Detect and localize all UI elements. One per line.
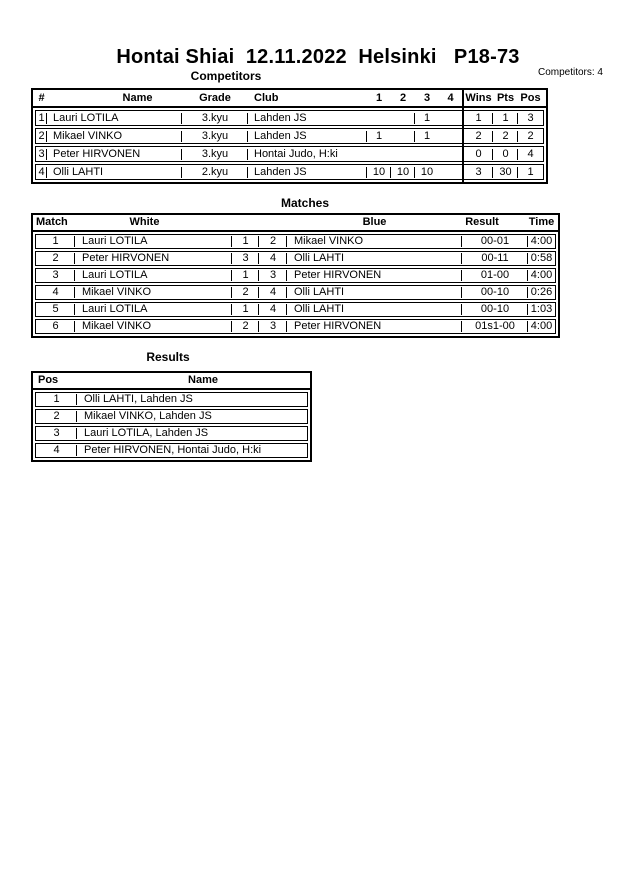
competitor-row [35,128,544,144]
competitor-number: 4 [38,166,45,178]
col-match-header: Match [36,217,68,228]
match-row [35,319,556,334]
competitor-name: Peter HIRVONEN [47,149,182,160]
result-row [35,443,308,458]
match-number: 2 [52,253,59,264]
competitor-wins: 3 [462,167,493,178]
blue-competitor-number: 3 [259,321,287,332]
white-competitor: Mikael VINKO [75,287,232,298]
matches-heading: Matches [280,196,330,210]
match-time: 4:00 [528,270,555,281]
match-time: 4:00 [528,236,555,247]
col-round4-header: 4 [447,92,454,104]
col-pos-header: Pos [520,92,541,104]
white-competitor: Lauri LOTILA [75,304,232,315]
blue-competitor-number: 4 [259,287,287,298]
competitor-row [35,146,544,162]
competitor-pts: 2 [493,131,518,142]
competitor-wins: 2 [462,131,493,142]
competitor-pts: 0 [493,149,518,160]
match-number: 6 [52,321,59,332]
match-row [35,268,556,283]
col-round3-header: 3 [423,92,431,104]
round-1-score: 1 [367,131,391,142]
blue-competitor-number: 4 [259,304,287,315]
match-number: 1 [52,236,59,247]
col-name-header: Name [122,92,153,104]
competitors-count: Competitors: 4 [537,67,603,78]
col-pos-header: Pos [38,375,59,386]
col-name-header: Name [188,375,218,386]
competitor-name: Lauri LOTILA [47,113,182,124]
competitor-club: Lahden JS [248,113,367,124]
round-3-score: 1 [415,113,439,124]
competitor-wins: 1 [462,113,493,124]
competitors-header-row [33,90,546,108]
match-result: 00-01 [462,236,528,247]
result-position: 3 [53,428,60,439]
blue-competitor: Peter HIRVONEN [287,321,462,332]
competitor-pos: 4 [518,149,543,160]
results-heading: Results [146,350,190,364]
col-number-header: # [38,92,45,104]
match-row [35,285,556,300]
competitors-table [31,88,548,184]
result-position: 2 [53,411,60,422]
competitor-club: Lahden JS [248,131,367,142]
competitor-pos: 3 [518,113,543,124]
round-2-score: 10 [391,167,415,178]
col-blue-header: Blue [362,217,387,228]
match-result: 00-10 [462,304,528,315]
white-competitor-number: 3 [232,253,259,264]
white-competitor: Lauri LOTILA [75,270,232,281]
col-time-header: Time [528,217,555,228]
blue-competitor: Olli LAHTI [287,287,462,298]
round-1-score: 10 [367,167,391,178]
blue-competitor: Peter HIRVONEN [287,270,462,281]
result-row [35,409,308,424]
competitor-grade: 3.kyu [182,131,248,142]
competitor-number: 1 [38,112,45,124]
blue-competitor: Olli LAHTI [287,253,462,264]
match-row [35,234,556,249]
results-table [31,371,312,462]
white-competitor-number: 1 [232,236,259,247]
round-3-score: 1 [415,131,439,142]
matches-body [33,232,558,336]
col-result-header: Result [465,217,499,228]
white-competitor-number: 2 [232,287,259,298]
competitor-grade: 2.kyu [182,167,248,178]
result-row [35,392,308,407]
competitor-grade: 3.kyu [182,113,248,124]
match-time: 1:03 [528,304,555,315]
competitors-heading: Competitors [190,69,262,83]
competitor-number: 2 [38,130,45,142]
result-position: 4 [53,445,60,456]
page-title: Hontai Shiai 12.11.2022 Helsinki P18-73 [116,46,520,68]
result-position: 1 [53,394,60,405]
result-name: Olli LAHTI, Lahden JS [77,394,307,405]
competitors-body [33,108,546,182]
col-round1-header: 1 [375,92,383,104]
col-white-header: White [129,217,160,228]
blue-competitor: Mikael VINKO [287,236,462,247]
competitor-number: 3 [38,148,45,160]
competitor-club: Hontai Judo, H:ki [248,149,367,160]
white-competitor-number: 2 [232,321,259,332]
blue-competitor-number: 3 [259,270,287,281]
match-number: 3 [52,270,59,281]
competitor-row [35,110,544,126]
col-pts-header: Pts [496,92,515,104]
match-result: 00-11 [462,253,528,264]
match-time: 0:26 [528,287,555,298]
competitor-pos: 2 [518,131,543,142]
match-time: 4:00 [528,321,555,332]
white-competitor: Lauri LOTILA [75,236,232,247]
competitor-wins: 0 [462,149,493,160]
blue-competitor-number: 2 [259,236,287,247]
competitor-name: Mikael VINKO [47,131,182,142]
competitor-pts: 30 [493,167,518,178]
match-result: 01s1-00 [462,321,528,332]
competitor-name: Olli LAHTI [47,167,182,178]
matches-header-row [33,215,558,232]
white-competitor: Peter HIRVONEN [75,253,232,264]
col-round2-header: 2 [399,92,407,104]
match-result: 01-00 [462,270,528,281]
result-name: Peter HIRVONEN, Hontai Judo, H:ki [77,445,307,456]
white-competitor-number: 1 [232,270,259,281]
white-competitor-number: 1 [232,304,259,315]
match-row [35,302,556,317]
col-club-header: Club [254,92,279,104]
result-name: Lauri LOTILA, Lahden JS [77,428,307,439]
blue-competitor-number: 4 [259,253,287,264]
result-row [35,426,308,441]
competitor-pos: 1 [518,167,543,178]
result-name: Mikael VINKO, Lahden JS [77,411,307,422]
match-row [35,251,556,266]
competitor-grade: 3.kyu [182,149,248,160]
results-body [33,390,310,460]
competitor-pts: 1 [493,113,518,124]
match-result: 00-10 [462,287,528,298]
white-competitor: Mikael VINKO [75,321,232,332]
match-time: 0:58 [528,253,555,264]
match-number: 4 [52,287,59,298]
round-3-score: 10 [415,167,439,178]
matches-table [31,213,560,338]
col-wins-header: Wins [465,92,492,104]
competitor-club: Lahden JS [248,167,367,178]
blue-competitor: Olli LAHTI [287,304,462,315]
competitor-row [35,164,544,180]
col-grade-header: Grade [199,92,231,104]
match-number: 5 [52,304,59,315]
results-header-row [33,373,310,390]
